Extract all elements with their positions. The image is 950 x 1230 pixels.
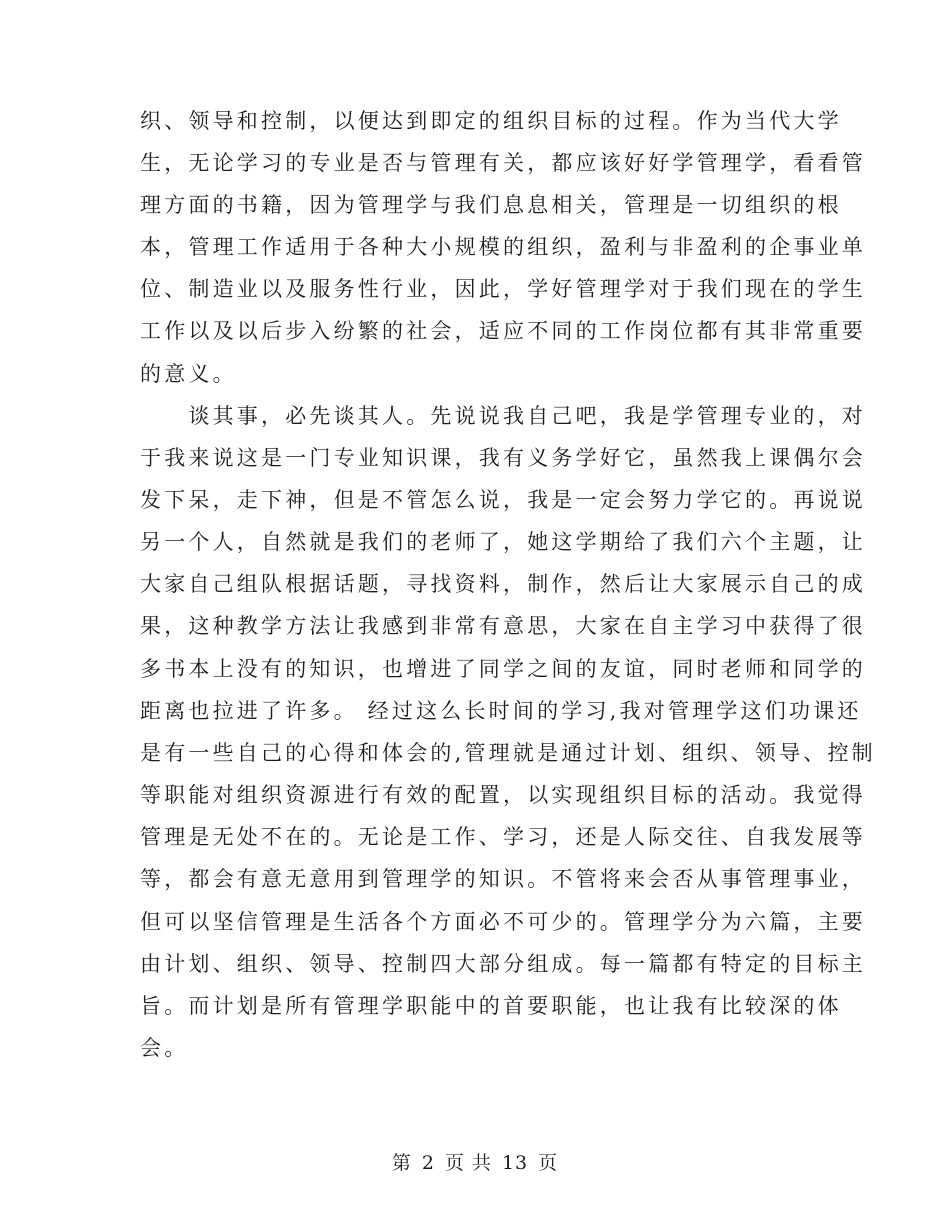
body-line: 是有一些自己的心得和体会的,管理就是通过计划、组织、领导、控制: [140, 741, 876, 765]
body-line: 果，这种教学方法让我感到非常有意思，大家在自主学习中获得了很: [140, 614, 866, 638]
page-footer: [0, 1148, 950, 1175]
body-line: 距离也拉进了许多。 经过这么长时间的学习,我对管理学这们功课还: [140, 699, 862, 723]
body-line: 等，都会有意无意用到管理学的知识。不管将来会否从事管理事业，: [140, 867, 866, 891]
body-line: 工作以及以后步入纷繁的社会，适应不同的工作岗位都有其非常重要: [140, 319, 866, 343]
body-line: 另一个人，自然就是我们的老师了，她这学期给了我们六个主题，让: [140, 530, 866, 554]
body-line: 发下呆，走下神，但是不管怎么说，我是一定会努力学它的。再说说: [140, 488, 866, 512]
body-line: 由计划、组织、领导、控制四大部分组成。每一篇都有特定的目标主: [140, 952, 866, 976]
body-line: 位、制造业以及服务性行业，因此，学好管理学对于我们现在的学生: [140, 277, 866, 301]
footer-prefix: 第: [391, 1152, 412, 1174]
body-line: 大家自己组队根据话题，寻找资料，制作，然后让大家展示自己的成: [140, 572, 866, 596]
footer-mid: 页 共: [444, 1152, 492, 1174]
body-line: 会。: [140, 1036, 189, 1060]
paragraph-start-line: 谈其事，必先谈其人。先说说我自己吧，我是学管理专业的，对: [140, 404, 866, 428]
body-line: 的意义。: [140, 362, 237, 386]
body-line: 于我来说这是一门专业知识课，我有义务学好它，虽然我上课偶尔会: [140, 446, 866, 470]
body-line: 多书本上没有的知识，也增进了同学之间的友谊，同时老师和同学的: [140, 657, 866, 681]
total-pages: 13: [501, 1152, 529, 1174]
body-line: 等职能对组织资源进行有效的配置，以实现组织目标的活动。我觉得: [140, 783, 866, 807]
body-line: 管理是无处不在的。无论是工作、学习，还是人际交往、自我发展等: [140, 825, 866, 849]
footer-suffix: 页: [538, 1152, 559, 1174]
page-number: 2: [421, 1152, 435, 1174]
body-line: 生，无论学习的专业是否与管理有关，都应该好好学管理学，看看管: [140, 151, 866, 175]
body-line: 织、领导和控制，以便达到即定的组织目标的过程。作为当代大学: [140, 109, 842, 133]
body-line: 理方面的书籍，因为管理学与我们息息相关，管理是一切组织的根: [140, 193, 842, 217]
body-line: 本，管理工作适用于各种大小规模的组织，盈利与非盈利的企事业单: [140, 235, 866, 259]
body-line: 旨。而计划是所有管理学职能中的首要职能，也让我有比较深的体: [140, 994, 842, 1018]
body-line: 但可以坚信管理是生活各个方面必不可少的。管理学分为六篇，主要: [140, 910, 866, 934]
